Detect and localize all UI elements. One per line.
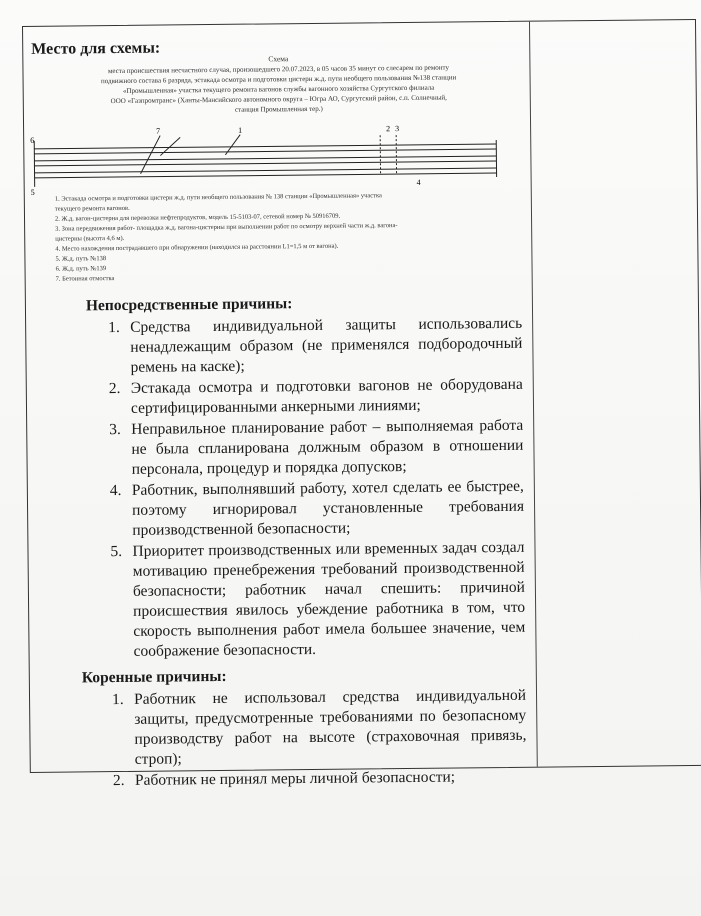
- root-causes-title: Коренные причины:: [81, 667, 227, 687]
- legend-item: 1. Эстакада осмотра и подготовки цистерн ж.д. пути необщего пользования № 138 станции «Промышленная» участка: [54, 192, 382, 203]
- item-number: 1.: [111, 690, 124, 709]
- item-text: Работник, выполнявший работу, хотел сделать ее быстрее, поэтому игнорировал установленные требования производственной безопасности;: [131, 477, 525, 539]
- column-divider: [529, 22, 538, 767]
- item-text: Эстакада осмотра и подготовки вагонов не оборудована сертифицированными анкерными линиями;: [130, 375, 523, 417]
- item-number: 5.: [110, 542, 123, 561]
- list-item: [83, 375, 523, 420]
- marker-label: 6: [30, 135, 35, 145]
- leader-line: [140, 136, 160, 174]
- scheme-line: «Промышленная» участка текущего ремонта вагонов службы вагонного хозяйства Сургутского филиала: [122, 83, 435, 95]
- marker-label: 2: [386, 124, 391, 134]
- legend-item: 3. Зона передвижения работ- площадка ж.д. вагона-цистерны при выполнении работ по осмотру верхней части ж.д. вагона-: [55, 222, 398, 233]
- marker-label: 1: [238, 125, 243, 135]
- table-frame: [22, 19, 701, 790]
- marker-label: 3: [395, 124, 400, 134]
- scheme-line: ООО «Газпромтранс» (Ханты-Мансийского автономного округа – Югра АО, Сургутский район, с.п. Солнечный,: [110, 93, 447, 106]
- marker-label: 4: [416, 177, 421, 187]
- scheme-line: станция Промышленная тер.): [234, 104, 323, 114]
- list-item: [86, 686, 527, 771]
- list-item: [84, 477, 525, 542]
- causes-section: [82, 292, 527, 798]
- list-item: [83, 416, 524, 481]
- scheme-caption: [43, 52, 514, 117]
- direct-causes-title: Непосредственные причины:: [85, 295, 293, 315]
- scheme-title: Схема: [268, 54, 289, 64]
- item-text: Работник не использовал средства индивидуальной защиты, предусмотренные требованиями по безопасному производству работ на высоте (страховочная привязь, строп);: [133, 686, 527, 768]
- track-rail: [34, 156, 496, 161]
- track-rail: [34, 144, 496, 149]
- marker-label: 5: [30, 187, 35, 197]
- track-rail: [35, 173, 497, 178]
- scheme-line: подвижного состава 6 разряда, эстакада осмотра и подготовки цистерн ж.д. пути необщего пользования №138 станции: [100, 73, 457, 86]
- item-number: 3.: [109, 420, 121, 439]
- scheme-heading: Место для схемы:: [31, 39, 161, 58]
- direct-causes-list: [82, 314, 526, 663]
- track-rail: [34, 161, 496, 166]
- marker-label: 7: [156, 126, 161, 136]
- scheme-legend: [55, 190, 526, 285]
- track-rail: [35, 168, 497, 173]
- legend-item: 6. Ж.д. путь №139: [55, 265, 107, 273]
- list-item: [84, 538, 525, 663]
- legend-item: 5. Ж.д. путь №138: [55, 255, 107, 263]
- legend-item: 2. Ж.д. вагон-цистерна для перевозки нефтепродуктов, модель 15-5103-07, сетевой номер № 50916709.: [54, 212, 341, 223]
- legend-item: 4. Место нахождения пострадавшего при обнаружении (находился на расстоянии L1=1,5 м от вагона).: [55, 242, 339, 253]
- list-item: [82, 314, 523, 379]
- track-rail: [34, 149, 496, 154]
- item-number: 1.: [108, 318, 120, 337]
- item-text: Средства индивидуальной защиты использовались ненадлежащим образом (не применялся подбородочный ремень на каске);: [130, 314, 523, 376]
- scheme-line: места происшествия несчастного случая, произошедшего 20.07.2023, в 05 часов 35 минут со слесарем по ремонту: [107, 63, 449, 76]
- item-number: 2.: [108, 379, 121, 398]
- track-diagram: [30, 122, 501, 197]
- item-text: Работник не принял меры личной безопасности;: [134, 768, 456, 789]
- item-text: Приоритет производственных или временных задач создал мотивацию пренебрежения требований производственной безопасности; работник начал спешить: причиной происшествия явилось убеждение работника в том, что скорость выполнения работ имела большее значение, чем соображение безопасности.: [132, 538, 526, 660]
- item-number: 4.: [109, 481, 122, 500]
- item-text: Неправильное планирование работ – выполняемая работа не была спланирована должным образом в отношении персонала, процедур и порядка допусков;: [131, 416, 524, 478]
- legend-item: 7. Бетонная отмостка: [55, 275, 115, 283]
- item-number: 2.: [112, 771, 125, 790]
- legend-item: цистерны (высота 4,6 м).: [55, 234, 125, 243]
- legend-item: текущего ремонта вагонов.: [54, 204, 130, 213]
- root-causes-list: [86, 686, 527, 792]
- list-item: [87, 767, 527, 792]
